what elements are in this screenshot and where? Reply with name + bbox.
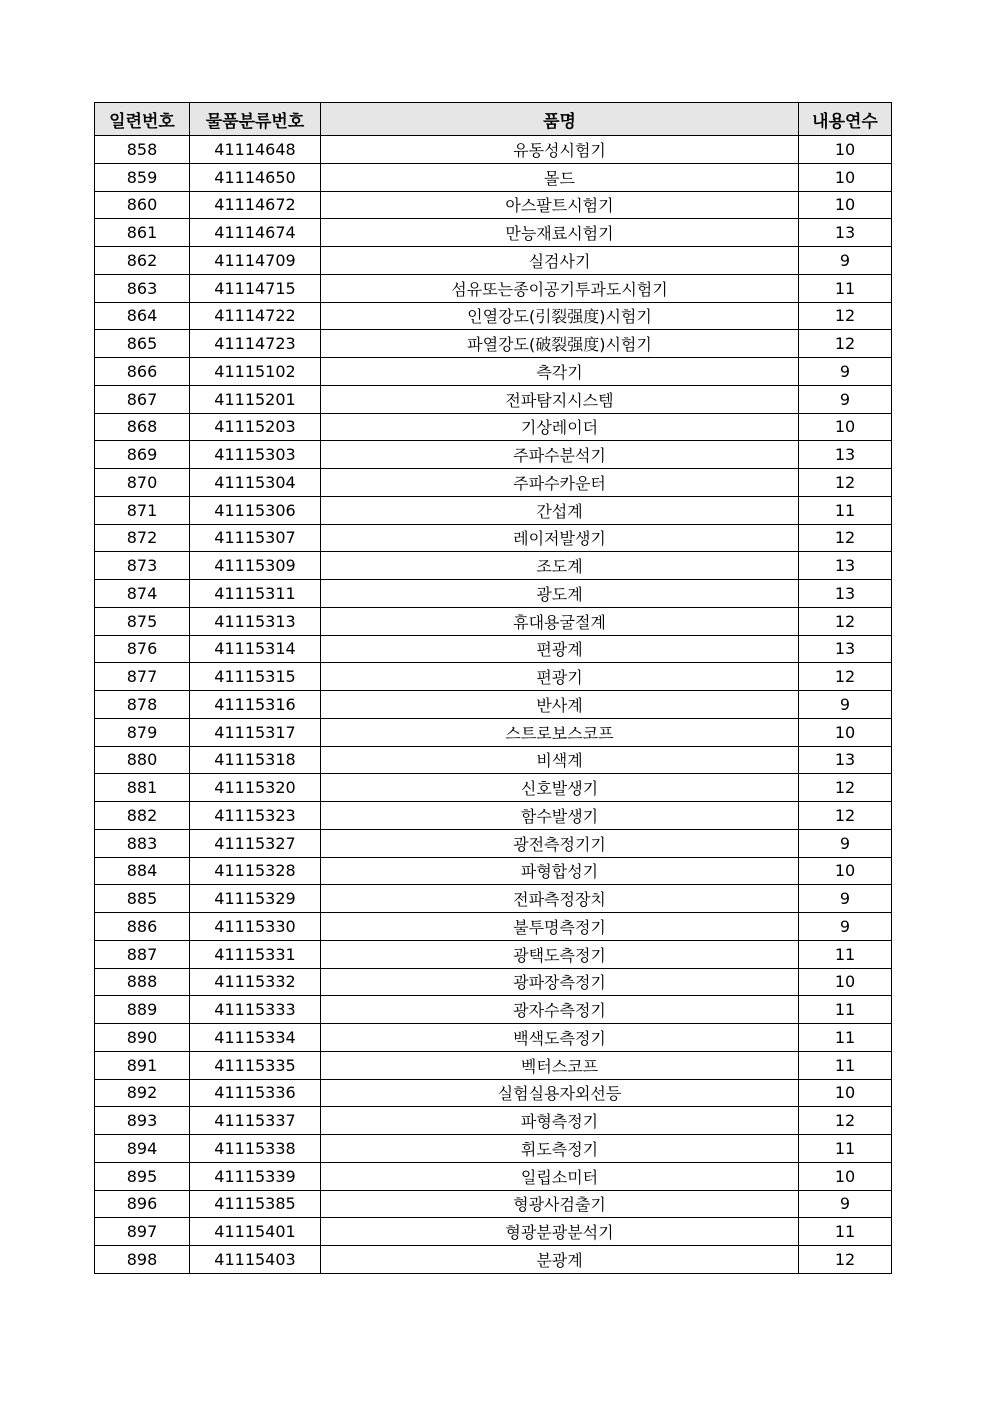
useful-life-cell: 9 [799, 385, 892, 413]
classification-number-cell: 41115334 [190, 1024, 321, 1052]
serial-number-cell: 870 [95, 469, 190, 497]
classification-number-cell: 41115339 [190, 1162, 321, 1190]
table-row [95, 968, 892, 996]
table-row [95, 996, 892, 1024]
serial-number-cell: 890 [95, 1024, 190, 1052]
table-row [95, 524, 892, 552]
useful-life-cell: 12 [799, 663, 892, 691]
classification-number-cell: 41115385 [190, 1190, 321, 1218]
useful-life-cell: 11 [799, 274, 892, 302]
useful-life-cell: 9 [799, 829, 892, 857]
item-name-cell: 분광계 [321, 1246, 799, 1274]
useful-life-cell: 9 [799, 358, 892, 386]
classification-number-cell: 41115311 [190, 580, 321, 608]
table-row [95, 1135, 892, 1163]
useful-life-cell: 11 [799, 496, 892, 524]
useful-life-cell: 12 [799, 469, 892, 497]
table-row [95, 136, 892, 164]
item-name-cell: 만능재료시험기 [321, 219, 799, 247]
item-name-cell: 주파수분석기 [321, 441, 799, 469]
item-name-cell: 스트로보스코프 [321, 718, 799, 746]
useful-life-cell: 12 [799, 607, 892, 635]
useful-life-cell: 10 [799, 1162, 892, 1190]
serial-number-cell: 877 [95, 663, 190, 691]
table-row [95, 302, 892, 330]
serial-number-cell: 882 [95, 802, 190, 830]
classification-number-cell: 41115102 [190, 358, 321, 386]
item-name-cell: 전파탐지시스템 [321, 385, 799, 413]
serial-number-cell: 862 [95, 247, 190, 275]
classification-number-cell: 41115307 [190, 524, 321, 552]
classification-number-cell: 41115338 [190, 1135, 321, 1163]
serial-number-cell: 876 [95, 635, 190, 663]
item-name-cell: 함수발생기 [321, 802, 799, 830]
serial-number-cell: 895 [95, 1162, 190, 1190]
useful-life-cell: 11 [799, 1135, 892, 1163]
item-name-cell: 신호발생기 [321, 774, 799, 802]
item-name-cell: 휴대용굴절계 [321, 607, 799, 635]
classification-number-cell: 41115401 [190, 1218, 321, 1246]
serial-number-cell: 897 [95, 1218, 190, 1246]
classification-number-cell: 41115328 [190, 857, 321, 885]
item-name-cell: 간섭계 [321, 496, 799, 524]
header-item-name: 품명 [321, 103, 799, 136]
useful-life-cell: 9 [799, 885, 892, 913]
table-row [95, 274, 892, 302]
item-name-cell: 실험실용자외선등 [321, 1079, 799, 1107]
serial-number-cell: 875 [95, 607, 190, 635]
useful-life-cell: 13 [799, 219, 892, 247]
item-name-cell: 조도계 [321, 552, 799, 580]
classification-number-cell: 41115303 [190, 441, 321, 469]
useful-life-cell: 13 [799, 441, 892, 469]
table-row [95, 913, 892, 941]
item-name-cell: 반사계 [321, 691, 799, 719]
table-row [95, 1079, 892, 1107]
table-row [95, 580, 892, 608]
useful-life-cell: 11 [799, 940, 892, 968]
useful-life-cell: 12 [799, 1107, 892, 1135]
table-row [95, 1162, 892, 1190]
classification-number-cell: 41114709 [190, 247, 321, 275]
useful-life-cell: 10 [799, 968, 892, 996]
classification-number-cell: 41115327 [190, 829, 321, 857]
useful-life-cell: 10 [799, 413, 892, 441]
useful-life-cell: 13 [799, 552, 892, 580]
useful-life-cell: 11 [799, 1024, 892, 1052]
useful-life-cell: 11 [799, 1218, 892, 1246]
item-name-cell: 아스팔트시험기 [321, 191, 799, 219]
useful-life-cell: 9 [799, 913, 892, 941]
item-name-cell: 파형합성기 [321, 857, 799, 885]
item-name-cell: 백색도측정기 [321, 1024, 799, 1052]
useful-life-cell: 11 [799, 996, 892, 1024]
table-body [95, 136, 892, 1274]
item-name-cell: 일립소미터 [321, 1162, 799, 1190]
serial-number-cell: 858 [95, 136, 190, 164]
item-name-cell: 몰드 [321, 163, 799, 191]
table-row [95, 413, 892, 441]
classification-number-cell: 41115304 [190, 469, 321, 497]
classification-number-cell: 41114672 [190, 191, 321, 219]
serial-number-cell: 887 [95, 940, 190, 968]
classification-number-cell: 41115337 [190, 1107, 321, 1135]
classification-number-cell: 41114648 [190, 136, 321, 164]
serial-number-cell: 889 [95, 996, 190, 1024]
table-row [95, 330, 892, 358]
header-useful-life: 내용연수 [799, 103, 892, 136]
item-name-cell: 레이저발생기 [321, 524, 799, 552]
item-name-cell: 광파장측정기 [321, 968, 799, 996]
classification-number-cell: 41115320 [190, 774, 321, 802]
useful-life-cell: 10 [799, 857, 892, 885]
item-name-cell: 광택도측정기 [321, 940, 799, 968]
useful-life-cell: 10 [799, 1079, 892, 1107]
serial-number-cell: 867 [95, 385, 190, 413]
useful-life-cell: 10 [799, 163, 892, 191]
classification-number-cell: 41115309 [190, 552, 321, 580]
classification-number-cell: 41115333 [190, 996, 321, 1024]
item-name-cell: 비색계 [321, 746, 799, 774]
item-name-cell: 전파측정장치 [321, 885, 799, 913]
classification-number-cell: 41115201 [190, 385, 321, 413]
useful-life-cell: 13 [799, 746, 892, 774]
serial-number-cell: 881 [95, 774, 190, 802]
useful-life-cell: 10 [799, 718, 892, 746]
table-row [95, 829, 892, 857]
item-name-cell: 광도계 [321, 580, 799, 608]
useful-life-cell: 10 [799, 136, 892, 164]
useful-life-cell: 12 [799, 524, 892, 552]
serial-number-cell: 884 [95, 857, 190, 885]
table-row [95, 1024, 892, 1052]
table-row [95, 469, 892, 497]
serial-number-cell: 861 [95, 219, 190, 247]
item-name-cell: 파열강도(破裂强度)시험기 [321, 330, 799, 358]
classification-number-cell: 41114722 [190, 302, 321, 330]
item-name-cell: 측각기 [321, 358, 799, 386]
useful-life-cell: 10 [799, 191, 892, 219]
table-row [95, 607, 892, 635]
table-row [95, 247, 892, 275]
table-row [95, 1051, 892, 1079]
item-name-cell: 불투명측정기 [321, 913, 799, 941]
serial-number-cell: 892 [95, 1079, 190, 1107]
item-name-cell: 파형측정기 [321, 1107, 799, 1135]
item-name-cell: 형광분광분석기 [321, 1218, 799, 1246]
classification-number-cell: 41115317 [190, 718, 321, 746]
table-row [95, 885, 892, 913]
table-row [95, 774, 892, 802]
item-name-cell: 형광사검출기 [321, 1190, 799, 1218]
table-row [95, 496, 892, 524]
item-name-cell: 편광계 [321, 635, 799, 663]
item-name-cell: 실검사기 [321, 247, 799, 275]
serial-number-cell: 866 [95, 358, 190, 386]
table-row [95, 802, 892, 830]
table-row [95, 1190, 892, 1218]
useful-life-cell: 11 [799, 1051, 892, 1079]
useful-life-cell: 9 [799, 691, 892, 719]
classification-number-cell: 41115330 [190, 913, 321, 941]
serial-number-cell: 863 [95, 274, 190, 302]
serial-number-cell: 872 [95, 524, 190, 552]
serial-number-cell: 893 [95, 1107, 190, 1135]
classification-number-cell: 41115203 [190, 413, 321, 441]
header-serial-number: 일련번호 [95, 103, 190, 136]
classification-number-cell: 41115332 [190, 968, 321, 996]
useful-life-cell: 13 [799, 635, 892, 663]
table-row [95, 691, 892, 719]
item-name-cell: 광전측정기기 [321, 829, 799, 857]
table-row [95, 857, 892, 885]
serial-number-cell: 886 [95, 913, 190, 941]
classification-number-cell: 41115306 [190, 496, 321, 524]
table-row [95, 358, 892, 386]
classification-number-cell: 41115313 [190, 607, 321, 635]
serial-number-cell: 880 [95, 746, 190, 774]
serial-number-cell: 894 [95, 1135, 190, 1163]
classification-number-cell: 41115318 [190, 746, 321, 774]
table-row [95, 1246, 892, 1274]
useful-life-cell: 12 [799, 302, 892, 330]
item-table [94, 102, 892, 1274]
classification-number-cell: 41115329 [190, 885, 321, 913]
item-name-cell: 인열강도(引裂强度)시험기 [321, 302, 799, 330]
item-name-cell: 편광기 [321, 663, 799, 691]
item-name-cell: 광자수측정기 [321, 996, 799, 1024]
useful-life-cell: 12 [799, 1246, 892, 1274]
serial-number-cell: 860 [95, 191, 190, 219]
table-row [95, 163, 892, 191]
serial-number-cell: 859 [95, 163, 190, 191]
serial-number-cell: 898 [95, 1246, 190, 1274]
classification-number-cell: 41115314 [190, 635, 321, 663]
item-name-cell: 유동성시험기 [321, 136, 799, 164]
serial-number-cell: 885 [95, 885, 190, 913]
classification-number-cell: 41115335 [190, 1051, 321, 1079]
table-row [95, 1107, 892, 1135]
serial-number-cell: 891 [95, 1051, 190, 1079]
table-row [95, 746, 892, 774]
classification-number-cell: 41115403 [190, 1246, 321, 1274]
useful-life-cell: 12 [799, 774, 892, 802]
classification-number-cell: 41115316 [190, 691, 321, 719]
serial-number-cell: 883 [95, 829, 190, 857]
useful-life-cell: 12 [799, 802, 892, 830]
serial-number-cell: 873 [95, 552, 190, 580]
classification-number-cell: 41114723 [190, 330, 321, 358]
table-row [95, 663, 892, 691]
classification-number-cell: 41114674 [190, 219, 321, 247]
classification-number-cell: 41114715 [190, 274, 321, 302]
classification-number-cell: 41114650 [190, 163, 321, 191]
serial-number-cell: 864 [95, 302, 190, 330]
serial-number-cell: 878 [95, 691, 190, 719]
classification-number-cell: 41115331 [190, 940, 321, 968]
serial-number-cell: 879 [95, 718, 190, 746]
table-row [95, 441, 892, 469]
serial-number-cell: 896 [95, 1190, 190, 1218]
classification-number-cell: 41115315 [190, 663, 321, 691]
useful-life-cell: 12 [799, 330, 892, 358]
useful-life-cell: 9 [799, 247, 892, 275]
header-classification-number: 물품분류번호 [190, 103, 321, 136]
useful-life-cell: 9 [799, 1190, 892, 1218]
serial-number-cell: 868 [95, 413, 190, 441]
serial-number-cell: 874 [95, 580, 190, 608]
table-row [95, 940, 892, 968]
useful-life-cell: 13 [799, 580, 892, 608]
classification-number-cell: 41115323 [190, 802, 321, 830]
item-name-cell: 벡터스코프 [321, 1051, 799, 1079]
table-row [95, 219, 892, 247]
item-name-cell: 섬유또는종이공기투과도시험기 [321, 274, 799, 302]
table-row [95, 552, 892, 580]
serial-number-cell: 888 [95, 968, 190, 996]
table-row [95, 385, 892, 413]
item-name-cell: 주파수카운터 [321, 469, 799, 497]
table-row [95, 718, 892, 746]
item-name-cell: 기상레이더 [321, 413, 799, 441]
serial-number-cell: 869 [95, 441, 190, 469]
serial-number-cell: 865 [95, 330, 190, 358]
serial-number-cell: 871 [95, 496, 190, 524]
table-row [95, 635, 892, 663]
table-row [95, 191, 892, 219]
table-row [95, 1218, 892, 1246]
item-name-cell: 휘도측정기 [321, 1135, 799, 1163]
classification-number-cell: 41115336 [190, 1079, 321, 1107]
table-header-row [95, 103, 892, 136]
